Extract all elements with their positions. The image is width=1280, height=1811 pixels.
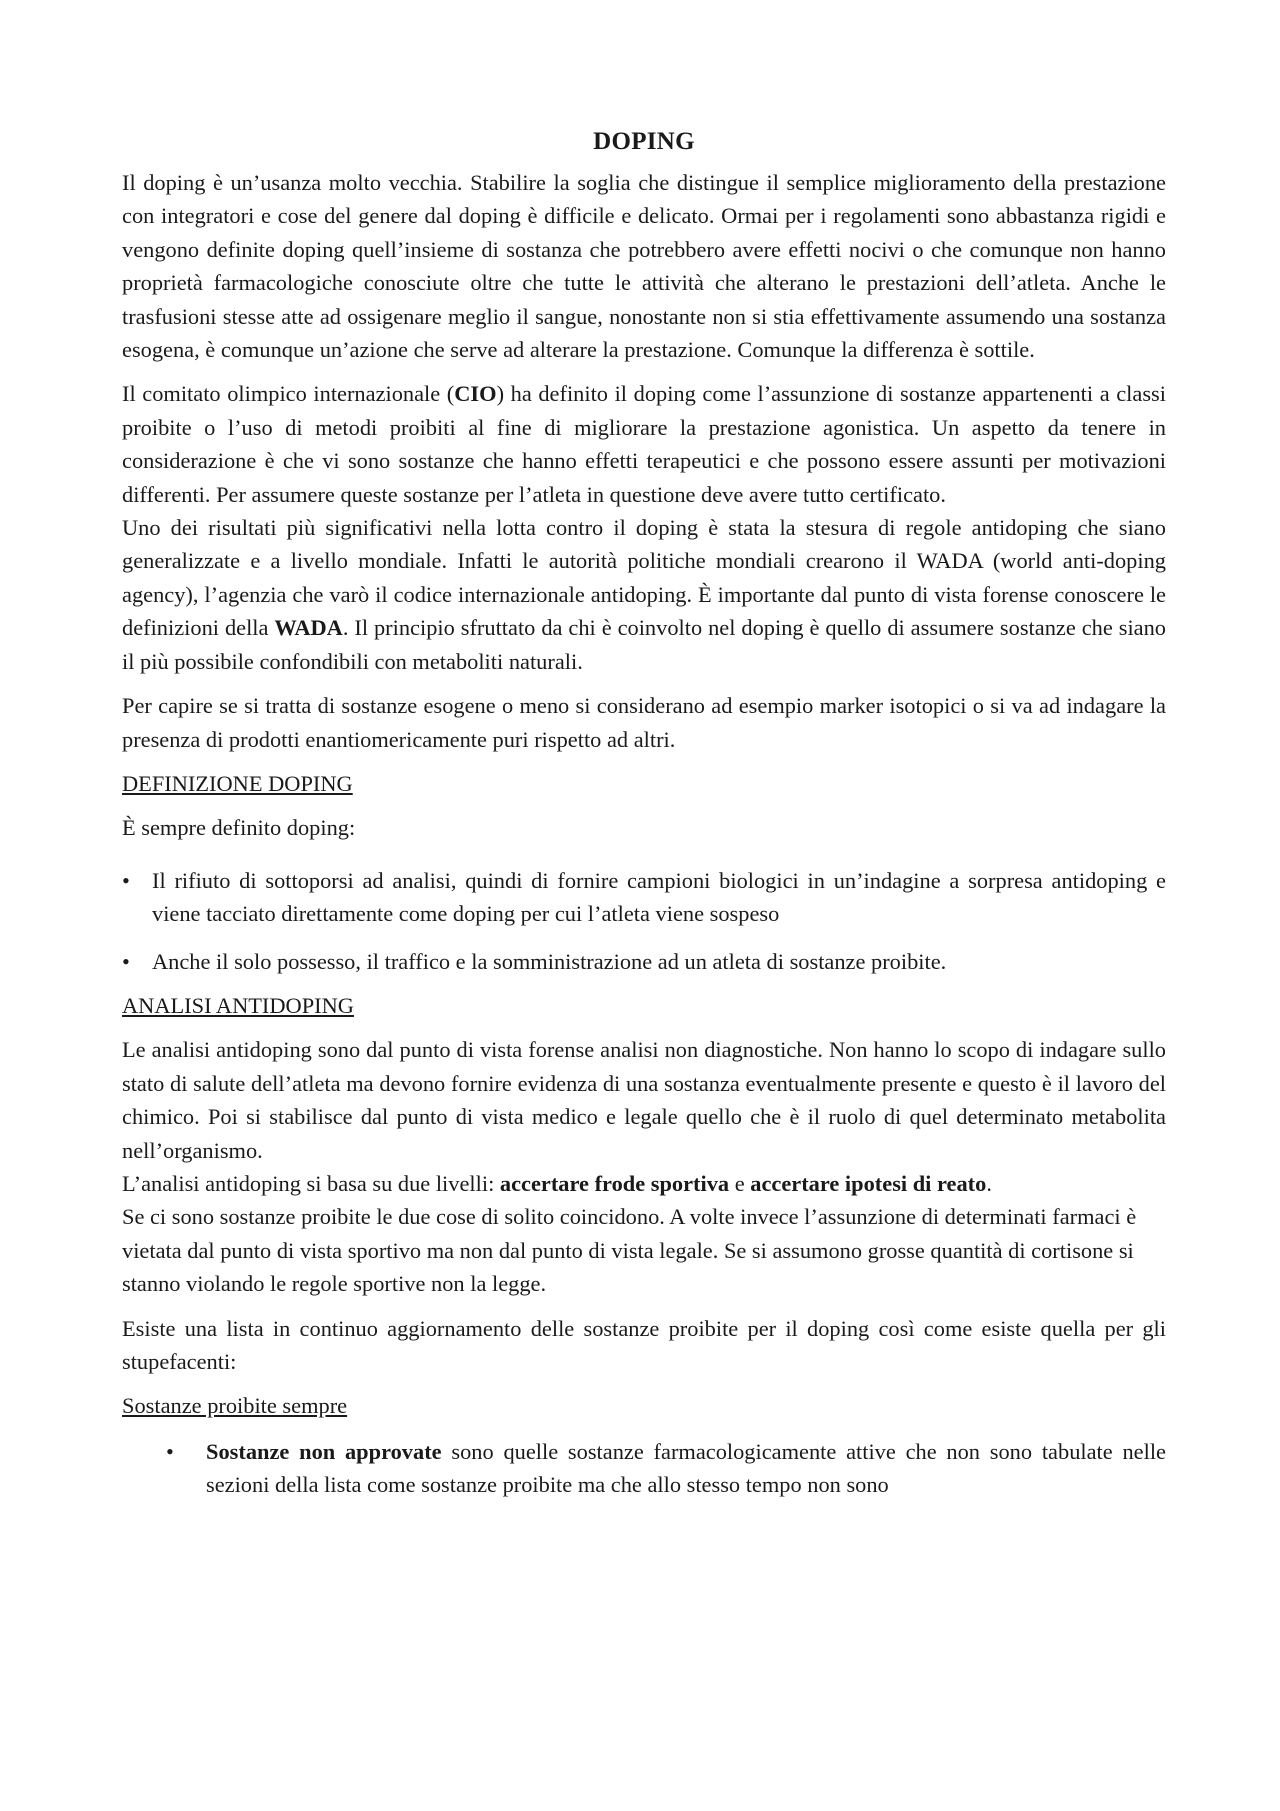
bullet-icon: • bbox=[166, 1438, 174, 1464]
bold-reato: accertare ipotesi di reato bbox=[750, 1170, 987, 1196]
paragraph-definito: È sempre definito doping: bbox=[122, 815, 356, 841]
bullet-icon: • bbox=[122, 948, 130, 974]
bullet-icon: • bbox=[122, 867, 130, 893]
section-heading-analisi: ANALISI ANTIDOPING bbox=[122, 992, 354, 1018]
list-item: • Sostanze non approvate sono quelle sostanze farmacologicamente attive che non sono tabulate nelle sezioni della lista come sostanze proibite ma che allo stesso tempo non sono bbox=[122, 1435, 1166, 1502]
substances-list bbox=[122, 1435, 1166, 1502]
paragraph-livelli: L’analisi antidoping si basa su due livelli: accertare frode sportiva e accertare ipotesi di reato. bbox=[122, 1170, 992, 1196]
paragraph-cio: Il comitato olimpico internazionale (CIO) ha definito il doping come l’assunzione di sostanze appartenenti a classi proibite o l’uso di metodi proibiti al fine di migliorare la prestazione agonistica. Un aspetto da tenere in considerazione è che vi sono sostanze che hanno effetti terapeutici e che possono essere assunti per motivazioni differenti. Per assumere queste sostanze per l’atleta in questione deve avere tutto certificato. bbox=[122, 381, 1166, 507]
paragraph-cortisone: Se ci sono sostanze proibite le due cose di solito coincidono. A volte invece l’assunzione di determinati farmaci è vietata dal punto di vista sportivo ma non dal punto di vista legale. Se si assumono grosse quantità di cortisone si stanno violando le regole sportive non la legge. bbox=[122, 1204, 1137, 1297]
bold-frode: accertare frode sportiva bbox=[499, 1170, 730, 1196]
section-heading-definizione: DEFINIZIONE DOPING bbox=[122, 770, 353, 796]
list-item: • Il rifiuto di sottoporsi ad analisi, quindi di fornire campioni biologici in un’indagine a sorpresa antidoping e viene tacciato direttamente come doping per cui l’atleta viene sospeso bbox=[122, 864, 1166, 931]
section-heading-sostanze: Sostanze proibite sempre bbox=[122, 1393, 348, 1419]
paragraph-lista: Esiste una lista in continuo aggiornamento delle sostanze proibite per il doping così come esiste quella per gli stupefacenti: bbox=[122, 1315, 1166, 1374]
paragraph-intro: Il doping è un’usanza molto vecchia. Stabilire la soglia che distingue il semplice miglioramento della prestazione con integratori e cose del genere dal doping è difficile e delicato. Ormai per i regolamenti sono abbastanza rigidi e vengono definite doping quell’insieme di sostanza che potrebbero avere effetti nocivi o che comunque non hanno proprietà farmacologiche conosciute oltre che tutte le attività che alterano le prestazioni dell’atleta. Anche le trasfusioni stesse atte ad ossigenare meglio il sangue, nonostante non si stia effettivamente assumendo una sostanza esogena, è comunque un’azione che serve ad alterare la prestazione. Comunque la differenza è sottile. bbox=[122, 170, 1166, 363]
bold-non-approvate: Sostanze non approvate bbox=[206, 1438, 442, 1464]
paragraph-wada: Uno dei risultati più significativi nella lotta contro il doping è stata la stesura di regole antidoping che siano generalizzate e a livello mondiale. Infatti le autorità politiche mondiali crearono il WADA (world anti-doping agency), l’agenzia che varò il codice internazionale antidoping. È importante dal punto di vista forense conoscere le definizioni della WADA. Il principio sfruttato da chi è coinvolto nel doping è quello di assumere sostanze che siano il più possibile confondibili con metaboliti naturali. bbox=[122, 515, 1166, 674]
page-title: DOPING bbox=[593, 128, 695, 155]
bold-cio: CIO bbox=[454, 381, 497, 407]
definition-list bbox=[122, 864, 1166, 978]
paragraph-markers: Per capire se si tratta di sostanze esogene o meno si considerano ad esempio marker isotopici o si va ad indagare la presenza di prodotti enantiomericamente puri rispetto ad altri. bbox=[122, 693, 1166, 752]
bold-wada: WADA bbox=[274, 615, 343, 641]
paragraph-analisi: Le analisi antidoping sono dal punto di vista forense analisi non diagnostiche. Non hanno lo scopo di indagare sullo stato di salute dell’atleta ma devono fornire evidenza di una sostanza eventualmente presente e questo è il lavoro del chimico. Poi si stabilisce dal punto di vista medico e legale quello che è il ruolo di quel determinato metabolita nell’organismo. bbox=[122, 1037, 1166, 1163]
list-item: • Anche il solo possesso, il traffico e la somministrazione ad un atleta di sostanze proibite. bbox=[122, 945, 1166, 978]
document-body bbox=[122, 120, 1166, 1502]
